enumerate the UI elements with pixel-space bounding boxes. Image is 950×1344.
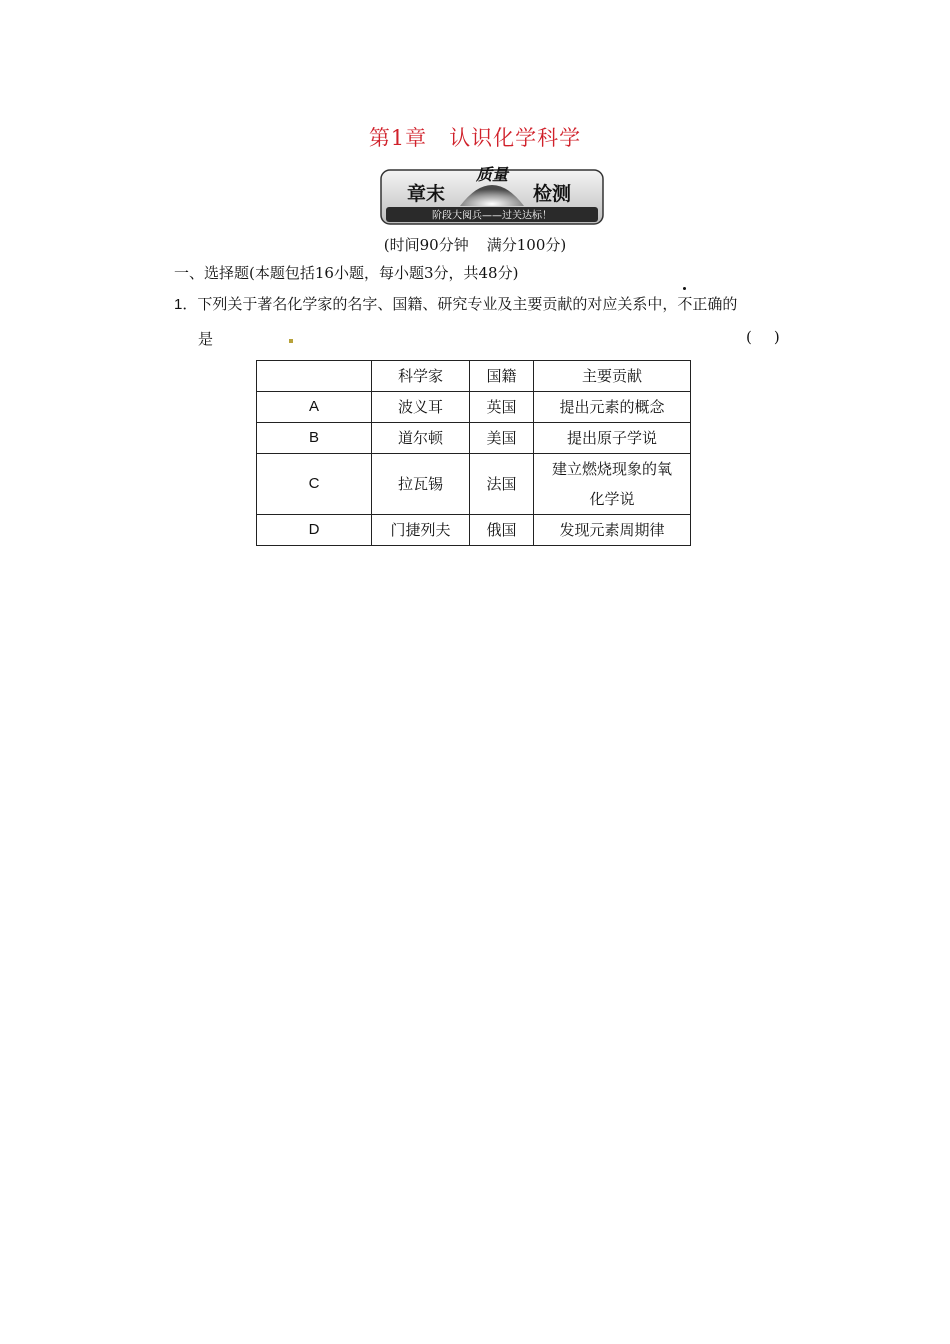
table-row xyxy=(257,515,691,546)
nationality-cell: 英国 xyxy=(470,392,534,423)
scientist-cell: 道尔顿 xyxy=(372,423,470,454)
question-1 xyxy=(174,293,814,314)
section-heading: 一、选择题(本题包括16小题，每小题3分，共48分) xyxy=(174,264,519,282)
contribution-cell: 提出元素的概念 xyxy=(534,392,691,423)
contribution-cell: 提出原子学说 xyxy=(534,423,691,454)
full-score: 满分100分) xyxy=(486,236,567,254)
question-number: 1． xyxy=(174,296,198,313)
question-1-continued: 是 xyxy=(198,330,214,348)
table-header-row xyxy=(257,361,691,392)
stray-mark xyxy=(289,339,293,343)
table-row xyxy=(257,423,691,454)
scientist-cell: 波义耳 xyxy=(372,392,470,423)
nationality-cell: 美国 xyxy=(470,423,534,454)
banner-left-text: 章末 xyxy=(406,183,446,205)
nationality-cell: 俄国 xyxy=(470,515,534,546)
banner-subtitle: 阶段大阅兵——过关达标！ xyxy=(432,210,552,222)
header-cell: 国籍 xyxy=(470,361,534,392)
question-text: 下列关于著名化学家的名字、国籍、研究专业及主要贡献的对应关系中， xyxy=(197,295,678,313)
paren-open: ( xyxy=(746,328,752,346)
chapter-review-banner xyxy=(380,160,604,226)
option-label: C xyxy=(257,454,372,515)
paren-close: ) xyxy=(773,328,780,346)
chapter-number: 第1章 xyxy=(368,126,428,150)
option-label: A xyxy=(257,392,372,423)
banner-top-text: 质量 xyxy=(475,165,509,184)
chapter-title xyxy=(0,122,950,152)
nationality-cell: 法国 xyxy=(470,454,534,515)
contribution-line-1: 建立燃烧现象的氧 xyxy=(551,460,672,478)
emphasis-not: 不 xyxy=(677,295,693,313)
answer-blank xyxy=(746,328,780,346)
scientist-table xyxy=(256,360,691,546)
contribution-line-2: 化学说 xyxy=(589,490,635,508)
table-row xyxy=(257,392,691,423)
header-cell: 主要贡献 xyxy=(534,361,691,392)
option-label: D xyxy=(257,515,372,546)
option-label: B xyxy=(257,423,372,454)
question-text-end: 正确的 xyxy=(692,295,738,313)
table-row xyxy=(257,454,691,515)
time-limit: (时间90分钟 xyxy=(383,236,469,254)
banner-right-text: 检测 xyxy=(532,183,572,205)
header-cell: 科学家 xyxy=(372,361,470,392)
chapter-name: 认识化学科学 xyxy=(449,126,582,150)
scientist-cell: 拉瓦锡 xyxy=(372,454,470,515)
scientist-cell: 门捷列夫 xyxy=(372,515,470,546)
time-and-score xyxy=(0,234,950,255)
contribution-cell xyxy=(534,454,691,515)
contribution-cell: 发现元素周期律 xyxy=(534,515,691,546)
header-cell xyxy=(257,361,372,392)
